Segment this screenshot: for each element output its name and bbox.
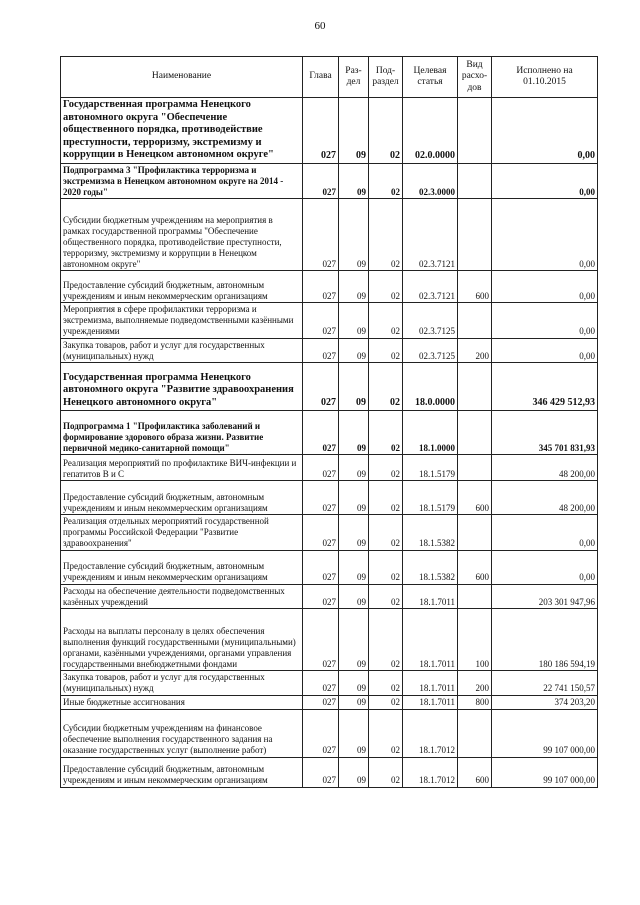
row-expense-type xyxy=(458,515,492,550)
row-chapter: 027 xyxy=(303,481,339,515)
row-target-article: 18.1.7011 xyxy=(403,609,458,671)
budget-execution-table xyxy=(60,56,598,788)
row-name: Закупка товаров, работ и услуг для государственных (муниципальных) нужд xyxy=(61,338,303,363)
table-body xyxy=(61,98,598,788)
table-row xyxy=(61,671,598,696)
row-chapter: 027 xyxy=(303,303,339,338)
column-header-expense-type: Вид расхо- дов xyxy=(458,57,492,98)
row-executed-amount: 99 107 000,00 xyxy=(492,709,598,757)
row-executed-amount: 374 203,20 xyxy=(492,695,598,709)
row-target-article: 18.1.0000 xyxy=(403,411,458,455)
row-expense-type xyxy=(458,363,492,411)
table-row xyxy=(61,757,598,787)
row-expense-type: 600 xyxy=(458,550,492,584)
row-expense-type xyxy=(458,709,492,757)
row-expense-type xyxy=(458,455,492,481)
row-section: 09 xyxy=(339,515,369,550)
column-header-target: Целевая статья xyxy=(403,57,458,98)
row-subsection: 02 xyxy=(369,338,403,363)
row-subsection: 02 xyxy=(369,98,403,164)
table-row xyxy=(61,695,598,709)
row-target-article: 18.1.7011 xyxy=(403,671,458,696)
row-executed-amount: 22 741 150,57 xyxy=(492,671,598,696)
row-executed-amount: 0,00 xyxy=(492,515,598,550)
row-subsection: 02 xyxy=(369,199,403,271)
row-section: 09 xyxy=(339,455,369,481)
row-target-article: 18.1.7012 xyxy=(403,757,458,787)
row-target-article: 02.3.7121 xyxy=(403,271,458,303)
row-expense-type: 200 xyxy=(458,338,492,363)
row-name: Подпрограмма 3 "Профилактика терроризма и экстремизма в Ненецком автономном округе на 2014 - 2020 годы" xyxy=(61,164,303,199)
row-expense-type: 800 xyxy=(458,695,492,709)
row-target-article: 18.1.5382 xyxy=(403,550,458,584)
row-executed-amount: 0,00 xyxy=(492,303,598,338)
row-name: Предоставление субсидий бюджетным, автономным учреждениям и иным некоммерческим организациям xyxy=(61,757,303,787)
row-subsection: 02 xyxy=(369,455,403,481)
row-executed-amount: 0,00 xyxy=(492,98,598,164)
table-row xyxy=(61,271,598,303)
table-row xyxy=(61,515,598,550)
row-subsection: 02 xyxy=(369,695,403,709)
row-name: Закупка товаров, работ и услуг для государственных (муниципальных) нужд xyxy=(61,671,303,696)
row-section: 09 xyxy=(339,363,369,411)
row-section: 09 xyxy=(339,609,369,671)
row-executed-amount: 346 429 512,93 xyxy=(492,363,598,411)
row-chapter: 027 xyxy=(303,757,339,787)
row-name: Реализация отдельных мероприятий государственной программы Российской Федерации "Развитие здравоохранения" xyxy=(61,515,303,550)
row-section: 09 xyxy=(339,98,369,164)
row-name: Предоставление субсидий бюджетным, автономным учреждениям и иным некоммерческим организациям xyxy=(61,550,303,584)
row-subsection: 02 xyxy=(369,757,403,787)
row-name: Подпрограмма 1 "Профилактика заболеваний и формирование здорового образа жизни. Развитие первичной медико-санитарной помощи" xyxy=(61,411,303,455)
row-section: 09 xyxy=(339,757,369,787)
row-section: 09 xyxy=(339,303,369,338)
table-row xyxy=(61,709,598,757)
row-section: 09 xyxy=(339,481,369,515)
row-subsection: 02 xyxy=(369,481,403,515)
row-chapter: 027 xyxy=(303,550,339,584)
row-executed-amount: 0,00 xyxy=(492,338,598,363)
row-target-article: 18.1.5382 xyxy=(403,515,458,550)
table-row xyxy=(61,164,598,199)
row-executed-amount: 180 186 594,19 xyxy=(492,609,598,671)
row-target-article: 02.3.0000 xyxy=(403,164,458,199)
row-name: Государственная программа Ненецкого автономного округа "Обеспечение общественного порядка, противодействие преступности, терроризму, экстремизму и коррупции в Ненецком автономном округе" xyxy=(61,98,303,164)
row-executed-amount: 0,00 xyxy=(492,550,598,584)
row-section: 09 xyxy=(339,411,369,455)
row-target-article: 18.1.5179 xyxy=(403,481,458,515)
row-name: Мероприятия в сфере профилактики терроризма и экстремизма, выполняемые подведомственными казёнными учреждениями xyxy=(61,303,303,338)
row-name: Предоставление субсидий бюджетным, автономным учреждениям и иным некоммерческим организациям xyxy=(61,271,303,303)
row-executed-amount: 0,00 xyxy=(492,199,598,271)
column-header-subsection: Под- раздел xyxy=(369,57,403,98)
row-chapter: 027 xyxy=(303,164,339,199)
table-row xyxy=(61,584,598,609)
row-chapter: 027 xyxy=(303,338,339,363)
row-subsection: 02 xyxy=(369,271,403,303)
row-executed-amount: 0,00 xyxy=(492,271,598,303)
row-executed-amount: 48 200,00 xyxy=(492,455,598,481)
row-expense-type: 600 xyxy=(458,757,492,787)
row-section: 09 xyxy=(339,671,369,696)
row-chapter: 027 xyxy=(303,363,339,411)
row-chapter: 027 xyxy=(303,584,339,609)
row-subsection: 02 xyxy=(369,609,403,671)
row-name: Предоставление субсидий бюджетным, автономным учреждениям и иным некоммерческим организациям xyxy=(61,481,303,515)
row-target-article: 18.1.5179 xyxy=(403,455,458,481)
row-subsection: 02 xyxy=(369,164,403,199)
row-subsection: 02 xyxy=(369,671,403,696)
page-number: 60 xyxy=(314,20,326,32)
row-subsection: 02 xyxy=(369,515,403,550)
row-expense-type: 200 xyxy=(458,671,492,696)
row-chapter: 027 xyxy=(303,609,339,671)
row-target-article: 18.0.0000 xyxy=(403,363,458,411)
row-chapter: 027 xyxy=(303,98,339,164)
table-row xyxy=(61,98,598,164)
row-target-article: 18.1.7011 xyxy=(403,695,458,709)
table-row xyxy=(61,550,598,584)
row-executed-amount: 48 200,00 xyxy=(492,481,598,515)
row-target-article: 02.0.0000 xyxy=(403,98,458,164)
row-target-article: 02.3.7125 xyxy=(403,303,458,338)
table-row xyxy=(61,303,598,338)
row-chapter: 027 xyxy=(303,199,339,271)
table-row xyxy=(61,363,598,411)
column-header-chapter: Глава xyxy=(303,57,339,98)
column-header-section: Раз- дел xyxy=(339,57,369,98)
row-executed-amount: 203 301 947,96 xyxy=(492,584,598,609)
row-expense-type xyxy=(458,98,492,164)
table-row xyxy=(61,481,598,515)
table-row xyxy=(61,455,598,481)
row-section: 09 xyxy=(339,164,369,199)
row-chapter: 027 xyxy=(303,709,339,757)
row-target-article: 02.3.7121 xyxy=(403,199,458,271)
row-target-article: 02.3.7125 xyxy=(403,338,458,363)
row-name: Расходы на выплаты персоналу в целях обеспечения выполнения функций государственными (муниципальными) органами, казёнными учреждениями, органами управления государственными внебюджетными фондами xyxy=(61,609,303,671)
row-executed-amount: 99 107 000,00 xyxy=(492,757,598,787)
row-expense-type: 600 xyxy=(458,481,492,515)
row-expense-type xyxy=(458,303,492,338)
table-header-row xyxy=(61,57,598,98)
row-name: Субсидии бюджетным учреждениям на финансовое обеспечение выполнения государственного задания на оказание государственных услуг (выполнение работ) xyxy=(61,709,303,757)
row-expense-type: 100 xyxy=(458,609,492,671)
row-section: 09 xyxy=(339,271,369,303)
row-subsection: 02 xyxy=(369,709,403,757)
row-expense-type xyxy=(458,164,492,199)
row-chapter: 027 xyxy=(303,515,339,550)
row-executed-amount: 0,00 xyxy=(492,164,598,199)
row-subsection: 02 xyxy=(369,550,403,584)
row-name: Иные бюджетные ассигнования xyxy=(61,695,303,709)
row-expense-type xyxy=(458,584,492,609)
row-chapter: 027 xyxy=(303,455,339,481)
row-section: 09 xyxy=(339,584,369,609)
row-name: Расходы на обеспечение деятельности подведомственных казённых учреждений xyxy=(61,584,303,609)
row-chapter: 027 xyxy=(303,695,339,709)
row-target-article: 18.1.7011 xyxy=(403,584,458,609)
row-subsection: 02 xyxy=(369,411,403,455)
row-section: 09 xyxy=(339,550,369,584)
row-expense-type: 600 xyxy=(458,271,492,303)
row-section: 09 xyxy=(339,695,369,709)
column-header-name: Наименование xyxy=(61,57,303,98)
row-executed-amount: 345 701 831,93 xyxy=(492,411,598,455)
table-row xyxy=(61,609,598,671)
table-row xyxy=(61,411,598,455)
row-name: Реализация мероприятий по профилактике ВИЧ-инфекции и гепатитов В и С xyxy=(61,455,303,481)
row-section: 09 xyxy=(339,709,369,757)
row-subsection: 02 xyxy=(369,363,403,411)
row-target-article: 18.1.7012 xyxy=(403,709,458,757)
row-name: Субсидии бюджетным учреждениям на мероприятия в рамках государственной программы "Обеспечение общественного порядка, противодействие преступности, терроризму, экстремизму и коррупции в Ненецком автономном округе" xyxy=(61,199,303,271)
row-section: 09 xyxy=(339,199,369,271)
row-chapter: 027 xyxy=(303,411,339,455)
column-header-executed: Исполнено на 01.10.2015 xyxy=(492,57,598,98)
row-name: Государственная программа Ненецкого автономного округа "Развитие здравоохранения Ненецкого автономного округа" xyxy=(61,363,303,411)
row-expense-type xyxy=(458,199,492,271)
table-row xyxy=(61,338,598,363)
row-chapter: 027 xyxy=(303,671,339,696)
row-expense-type xyxy=(458,411,492,455)
row-subsection: 02 xyxy=(369,584,403,609)
table-row xyxy=(61,199,598,271)
row-section: 09 xyxy=(339,338,369,363)
row-subsection: 02 xyxy=(369,303,403,338)
row-chapter: 027 xyxy=(303,271,339,303)
